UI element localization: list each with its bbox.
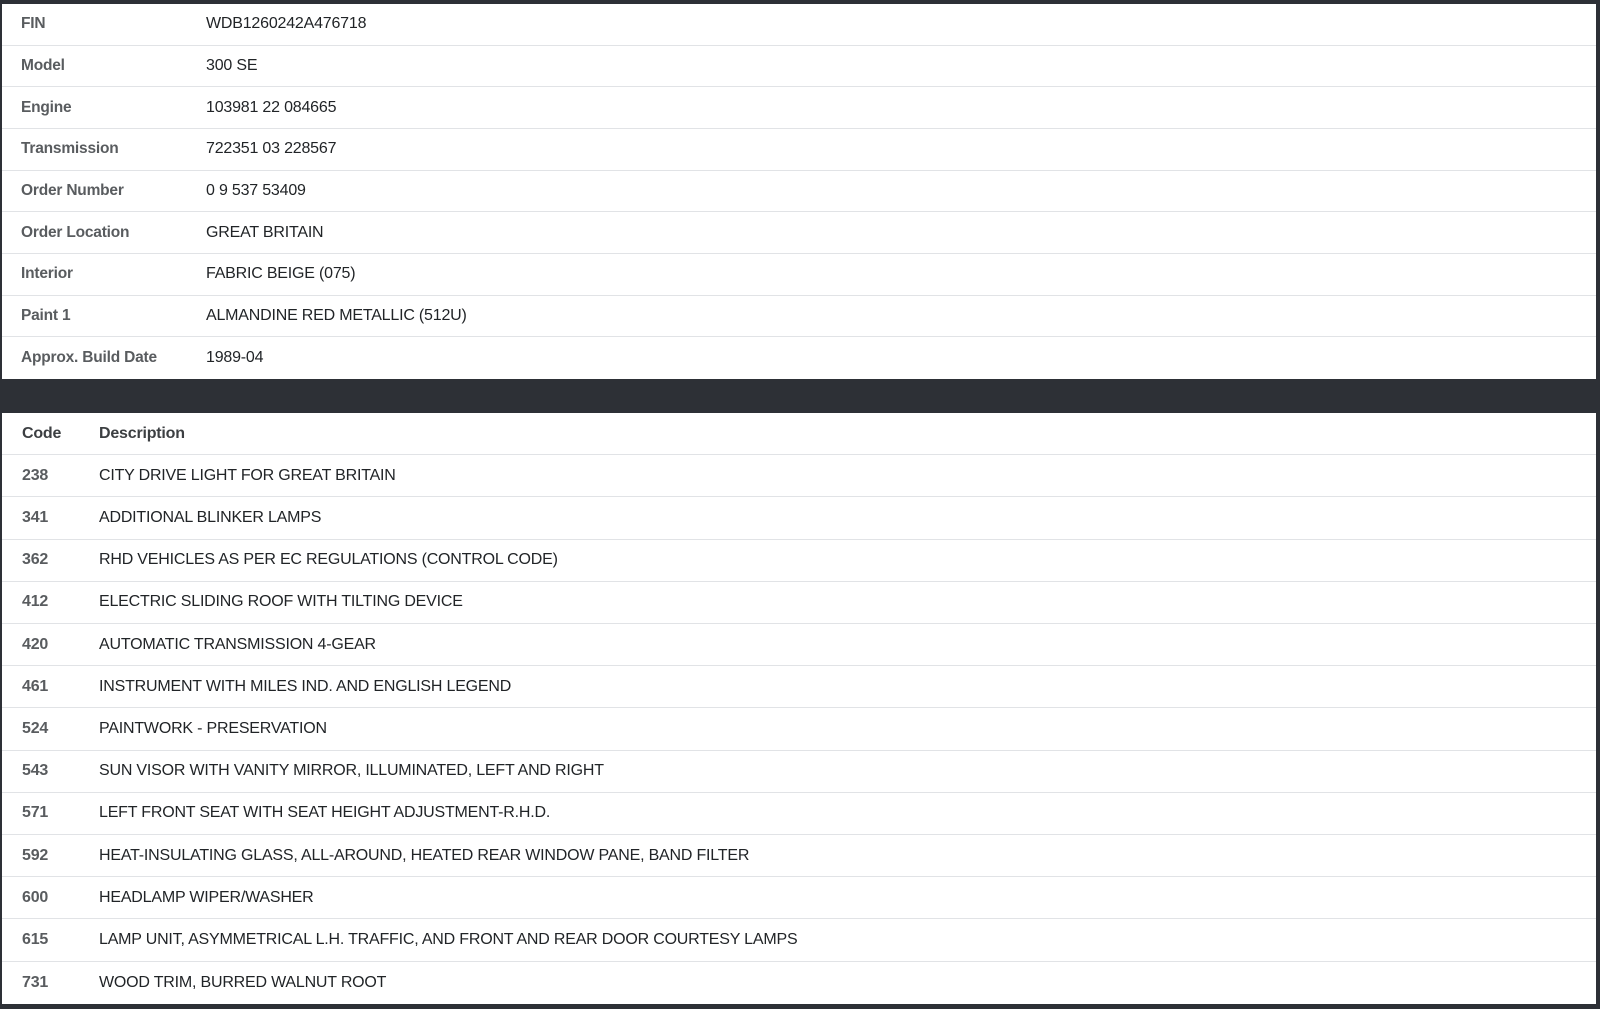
- info-value: 300 SE: [206, 56, 258, 74]
- option-code: 461: [22, 677, 49, 695]
- table-row: [2, 337, 1596, 379]
- table-header-row: [2, 413, 1596, 455]
- table-row: [2, 624, 1596, 666]
- option-code: 615: [22, 931, 49, 949]
- option-description: HEAT-INSULATING GLASS, ALL-AROUND, HEATED REAR WINDOW PANE, BAND FILTER: [99, 846, 750, 864]
- table-row: [2, 962, 1596, 1004]
- info-label: Engine: [21, 98, 72, 116]
- option-code: 592: [22, 846, 49, 864]
- code-column-header: Code: [22, 424, 62, 442]
- option-description: PAINTWORK - PRESERVATION: [99, 720, 327, 738]
- info-value: 103981 22 084665: [206, 98, 337, 116]
- info-value: 0 9 537 53409: [206, 181, 306, 199]
- table-row: [2, 666, 1596, 708]
- table-row: [2, 171, 1596, 213]
- option-description: RHD VEHICLES AS PER EC REGULATIONS (CONTROL CODE): [99, 551, 558, 569]
- info-value: GREAT BRITAIN: [206, 223, 324, 241]
- option-description: LEFT FRONT SEAT WITH SEAT HEIGHT ADJUSTMENT-R.H.D.: [99, 804, 551, 822]
- table-row: [2, 46, 1596, 88]
- info-label: Paint 1: [21, 306, 71, 324]
- info-label: Order Location: [21, 223, 130, 241]
- vehicle-info-table: [2, 4, 1596, 379]
- description-column-header: Description: [99, 424, 185, 442]
- option-description: HEADLAMP WIPER/WASHER: [99, 888, 314, 906]
- info-label: FIN: [21, 15, 46, 33]
- table-row: [2, 540, 1596, 582]
- info-label: Approx. Build Date: [21, 349, 157, 367]
- table-row: [2, 129, 1596, 171]
- table-row: [2, 212, 1596, 254]
- table-row: [2, 751, 1596, 793]
- info-label: Order Number: [21, 181, 124, 199]
- info-value: 1989-04: [206, 349, 264, 367]
- table-row: [2, 793, 1596, 835]
- option-code: 420: [22, 635, 49, 653]
- table-row: [2, 455, 1596, 497]
- option-code: 600: [22, 888, 49, 906]
- table-row: [2, 4, 1596, 46]
- option-description: INSTRUMENT WITH MILES IND. AND ENGLISH LEGEND: [99, 677, 512, 695]
- info-value: WDB1260242A476718: [206, 15, 367, 33]
- table-row: [2, 254, 1596, 296]
- info-label: Transmission: [21, 140, 119, 158]
- option-codes-table: [2, 413, 1596, 1004]
- info-value: 722351 03 228567: [206, 140, 337, 158]
- table-row: [2, 497, 1596, 539]
- option-code: 524: [22, 720, 49, 738]
- option-code: 412: [22, 593, 49, 611]
- table-row: [2, 877, 1596, 919]
- option-code: 341: [22, 509, 49, 526]
- option-description: CITY DRIVE LIGHT FOR GREAT BRITAIN: [99, 466, 396, 484]
- option-description: AUTOMATIC TRANSMISSION 4-GEAR: [99, 635, 376, 653]
- table-row: [2, 835, 1596, 877]
- table-row: [2, 708, 1596, 750]
- option-code: 543: [22, 762, 49, 780]
- table-row: [2, 582, 1596, 624]
- option-code: 731: [22, 973, 49, 991]
- option-code: 362: [22, 551, 49, 569]
- option-description: ELECTRIC SLIDING ROOF WITH TILTING DEVICE: [99, 593, 463, 611]
- option-description: LAMP UNIT, ASYMMETRICAL L.H. TRAFFIC, AND FRONT AND REAR DOOR COURTESY LAMPS: [99, 931, 798, 949]
- table-row: [2, 919, 1596, 961]
- option-code: 571: [22, 804, 49, 822]
- info-value: FABRIC BEIGE (075): [206, 265, 356, 283]
- option-description: SUN VISOR WITH VANITY MIRROR, ILLUMINATED, LEFT AND RIGHT: [99, 762, 604, 780]
- option-description: ADDITIONAL BLINKER LAMPS: [99, 509, 322, 526]
- info-label: Interior: [21, 265, 73, 283]
- option-description: WOOD TRIM, BURRED WALNUT ROOT: [99, 973, 387, 991]
- info-value: ALMANDINE RED METALLIC (512U): [206, 306, 467, 324]
- table-row: [2, 296, 1596, 338]
- info-label: Model: [21, 56, 65, 74]
- table-row: [2, 87, 1596, 129]
- option-code: 238: [22, 466, 49, 484]
